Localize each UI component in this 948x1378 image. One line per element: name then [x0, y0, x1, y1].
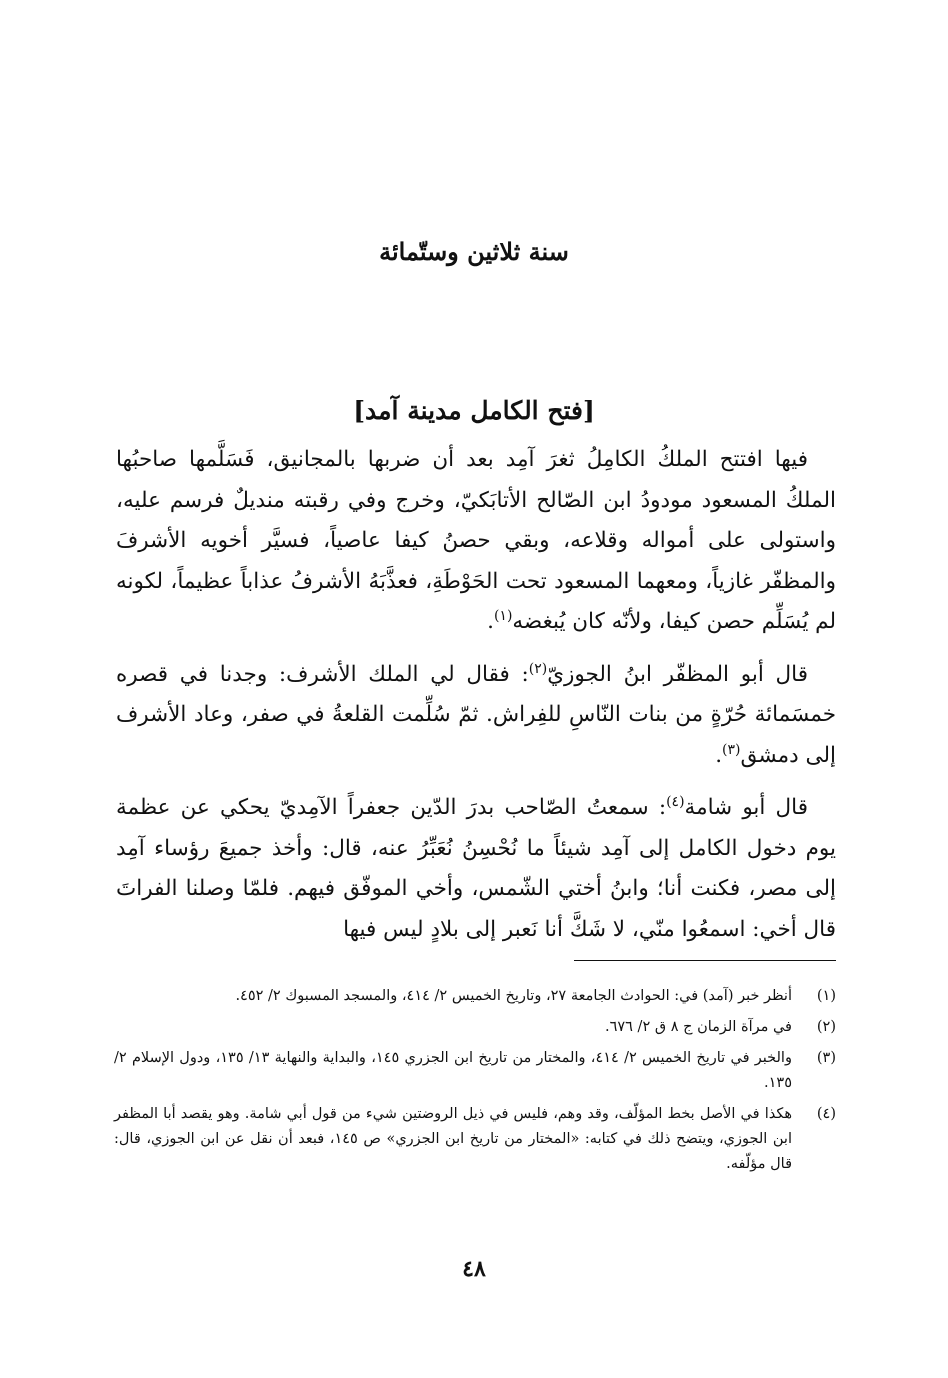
footnote-text: والخبر في تاريخ الخميس ٢/ ٤١٤، والمختار من تاريخ ابن الجزري ١٤٥، والبداية والنهاية ١٣/ ١٣٥، ودول الإسلام ٢/ ١٣٥. [114, 1050, 792, 1091]
footnote-ref[interactable]: (٣) [722, 741, 741, 758]
chapter-title: سنة ثلاثين وستّمائة [379, 237, 569, 266]
footnote-text: أنظر خبر (آمد) في: الحوادث الجامعة ٢٧، وتاريخ الخميس ٢/ ٤١٤، والمسجد المسبوك ٢/ ٤٥٢. [235, 988, 792, 1004]
footnote-number: (٢) [816, 1019, 836, 1035]
footnote [114, 1015, 836, 1040]
footnote-ref[interactable]: (١) [493, 607, 513, 624]
text-run: قال أبو المظفّر ابنُ الجوزيّ [547, 661, 808, 687]
footnote-text: في مرآة الزمان ج ٨ ق ٢/ ٦٧٦. [604, 1019, 792, 1035]
paragraph [116, 655, 836, 777]
main-text [116, 440, 836, 962]
paragraph [116, 440, 836, 643]
footnote-ref[interactable]: (٢) [528, 660, 548, 677]
footnote-text: هكذا في الأصل بخط المؤلّف، وقد وهم، فليس في ذيل الروضتين شيء من قول أبي شامة. وهو يقصد أبا المظفر ابن الجوزي، ويتضح ذلك في كتابه: «المختار من تاريخ ابن الجزري» ص ١٤٥، فبعد أن نقل عن ابن الجوزي، قال: قال مؤلّفه. [114, 1106, 792, 1172]
text-run: قال أبو شامة [684, 795, 808, 820]
footnote-divider [574, 960, 836, 961]
text-run: فيها افتتح الملكُ الكامِلُ ثغرَ آمِد بعد أن ضربها بالمجانيق، فَسَلَّمها صاحبُها الملكُ المسعود مودودُ ابن الصّالح الأتابَكيّ، وخرج وفي رقبته منديلٌ فرسم عليه، واستولى على أمواله وقلاعه، وبقي حصنُ كيفا عاصياً، فسيَّر أخويه الأشرفَ والمظفّر غازياً، ومعهما المسعود تحت الحَوْطَةِ، فعذَّبَهُ الأشرفُ عذاباً عظيماً، لكونه لم يُسَلِّم حصن كيفا، ولأنّه كان يُبغضه [116, 447, 836, 634]
section-heading: [فتح الكامل مدينة آمد] [353, 396, 595, 425]
footnote-number: (١) [816, 988, 836, 1004]
text-run: . [715, 742, 723, 768]
text-run: : فقال لي الملك الأشرف: وجدنا في قصره خمسَمائة حُرّةٍ من بنات النّاسِ للفِراش. ثمّ سُلِّمت القلعةُ في صفر، وعاد الأشرف إلى دمشق [116, 661, 836, 768]
paragraph [116, 788, 836, 950]
footnote-number: (٤) [816, 1106, 836, 1122]
page-number: ٤٨ [462, 1256, 486, 1282]
footnote [114, 1102, 836, 1177]
footnote [114, 1046, 836, 1096]
footnote [114, 984, 836, 1009]
footnotes [114, 984, 836, 1183]
text-run: . [487, 609, 494, 634]
footnote-number: (٣) [816, 1050, 836, 1066]
footnote-ref[interactable]: (٤) [666, 793, 685, 810]
text-run: : سمعتُ الصّاحب بدرَ الدّين جعفراً الآمِديّ يحكي عن عظمة يوم دخول الكامل إلى آمِد شيئاً ما نُحْسِنُ نُعَبِّرُ عنه، قال: وأخذ جميعَ رؤساء آمِد إلى مصر، فكنت أنا؛ وابنُ أختي الشّمس، وأخي الموفّق فيهم. فلمّا وصلنا الفراتَ قال أخي: اسمعُوا منّي، لا شَكَّ أنا نَعبر إلى بلادٍ ليس فيها [116, 795, 836, 942]
